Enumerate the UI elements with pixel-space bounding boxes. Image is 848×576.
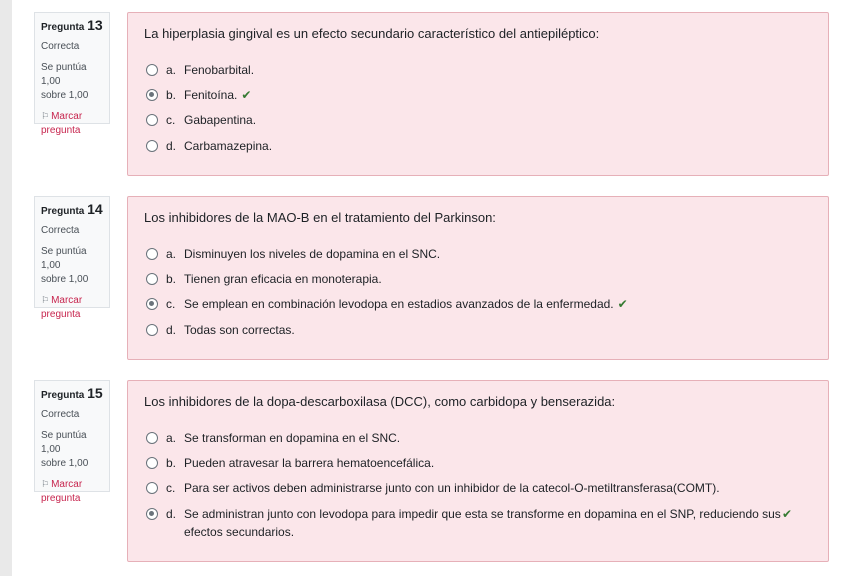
question-grade: Se puntúa 1,00 sobre 1,00: [41, 430, 89, 469]
answer-option-d[interactable]: d. Se administran junto con levodopa para impedir que esta se transforme en dopamina en el SNP, reduciendo sus efectos secundarios. ✔: [146, 507, 806, 541]
radio-button[interactable]: [146, 324, 158, 336]
radio-button[interactable]: [146, 140, 158, 152]
answer-option-a[interactable]: a. Se transforman en dopamina en el SNC.: [146, 431, 400, 447]
radio-button[interactable]: [146, 248, 158, 260]
flag-icon: ⚐: [41, 111, 50, 121]
left-scroll-track: [0, 0, 12, 576]
question-text: Los inhibidores de la MAO-B en el tratamiento del Parkinson:: [144, 210, 496, 225]
answer-option-c[interactable]: c. Gabapentina.: [146, 113, 256, 129]
question-title: Pregunta 15: [41, 385, 103, 401]
question-info: [34, 196, 110, 320]
radio-button-selected[interactable]: [146, 298, 158, 310]
question-grade: Se puntúa 1,00 sobre 1,00: [41, 62, 89, 101]
question-grade: Se puntúa 1,00 sobre 1,00: [41, 246, 89, 285]
flag-icon: ⚐: [41, 479, 50, 489]
answer-option-b[interactable]: b. Pueden atravesar la barrera hematoencefálica.: [146, 456, 434, 472]
answer-option-d[interactable]: d. Todas son correctas.: [146, 323, 295, 339]
radio-button[interactable]: [146, 273, 158, 285]
flag-question-link[interactable]: ⚐ Marcar pregunta: [41, 111, 83, 136]
radio-button[interactable]: [146, 482, 158, 494]
radio-button[interactable]: [146, 432, 158, 444]
question-content: [127, 12, 829, 176]
question-title: Pregunta 14: [41, 201, 103, 217]
question-state: Correcta: [41, 41, 80, 52]
radio-button[interactable]: [146, 64, 158, 76]
question-text: La hiperplasia gingival es un efecto secundario característico del antiepiléptico:: [144, 26, 600, 41]
question-state: Correcta: [41, 409, 80, 420]
question-text: Los inhibidores de la dopa-descarboxilasa (DCC), como carbidopa y benserazida:: [144, 394, 616, 409]
question-info: [34, 12, 110, 136]
check-icon: ✔: [241, 88, 252, 102]
question-state: Correcta: [41, 225, 80, 236]
radio-button[interactable]: [146, 457, 158, 469]
answer-option-a[interactable]: a. Fenobarbital.: [146, 63, 254, 79]
radio-button[interactable]: [146, 114, 158, 126]
question-number: 13: [87, 17, 103, 33]
flag-question-link[interactable]: ⚐ Marcar pregunta: [41, 479, 83, 504]
answer-option-c[interactable]: c. Se emplean en combinación levodopa en estadios avanzados de la enfermedad. ✔: [146, 297, 628, 313]
question-content: [127, 196, 829, 360]
answer-option-a[interactable]: a. Disminuyen los niveles de dopamina en el SNC.: [146, 247, 440, 263]
radio-button-selected[interactable]: [146, 89, 158, 101]
radio-button-selected[interactable]: [146, 508, 158, 520]
check-icon: ✔: [617, 297, 628, 311]
answer-option-d[interactable]: d. Carbamazepina.: [146, 139, 272, 155]
question-content: [127, 380, 829, 562]
check-icon: ✔: [782, 507, 793, 521]
flag-icon: ⚐: [41, 295, 50, 305]
answer-option-c[interactable]: c. Para ser activos deben administrarse junto con un inhibidor de la catecol-O-metiltransferasa(COMT).: [146, 481, 720, 497]
question-number: 14: [87, 201, 103, 217]
flag-question-link[interactable]: ⚐ Marcar pregunta: [41, 295, 83, 320]
question-info: [34, 380, 110, 504]
answer-option-b[interactable]: b. Fenitoína. ✔: [146, 88, 251, 104]
answer-option-b[interactable]: b. Tienen gran eficacia en monoterapia.: [146, 272, 382, 288]
question-number: 15: [87, 385, 103, 401]
question-title: Pregunta 13: [41, 17, 103, 33]
